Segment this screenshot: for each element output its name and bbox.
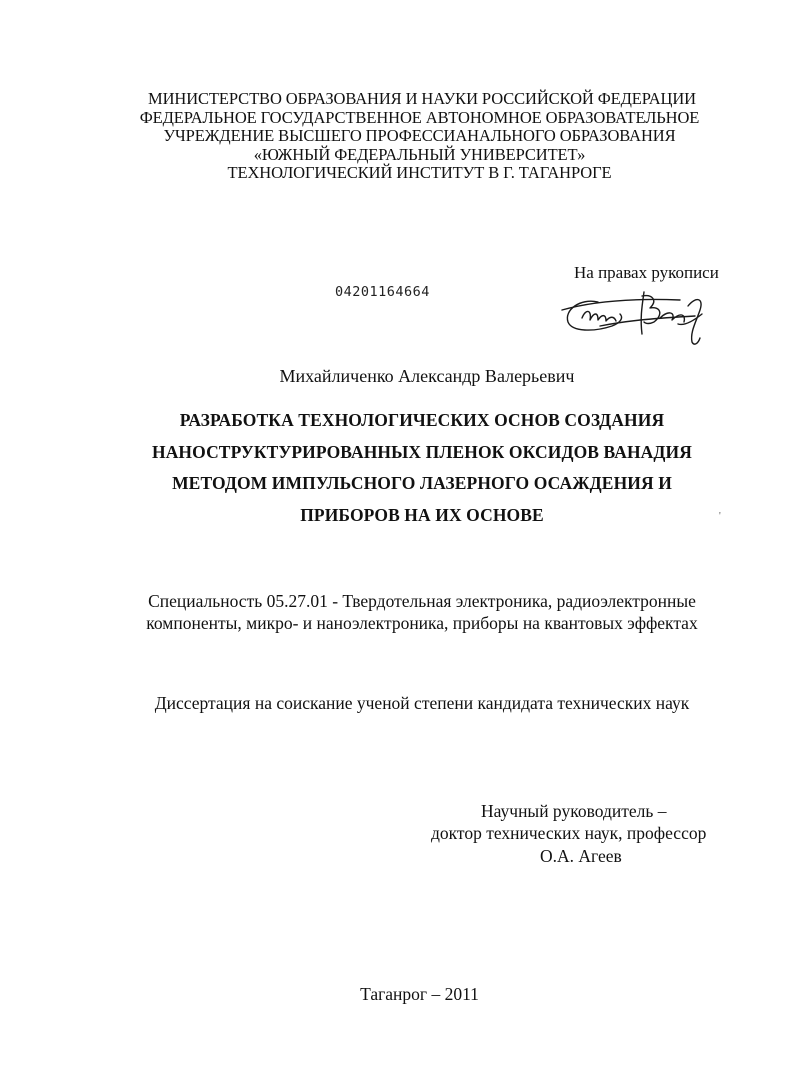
- supervisor-degree: доктор технических наук, профессор: [431, 823, 707, 843]
- archive-number: 04201164664: [335, 284, 430, 300]
- specialty-line: компоненты, микро- и наноэлектроника, приборы на квантовых эффектах: [146, 613, 698, 633]
- copyright-note: На правах рукописи: [574, 263, 719, 282]
- title-line: НАНОСТРУКТУРИРОВАННЫХ ПЛЕНОК ОКСИДОВ ВАНАДИЯ: [151, 441, 692, 462]
- header-line: ТЕХНОЛОГИЧЕСКИЙ ИНСТИТУТ В Г. ТАГАНРОГЕ: [227, 163, 612, 182]
- header-line: ФЕДЕРАЛЬНОЕ ГОСУДАРСТВЕННОЕ АВТОНОМНОЕ ОБРАЗОВАТЕЛЬНОЕ: [139, 107, 700, 127]
- dissertation-title: [0, 405, 799, 531]
- institution-header: [0, 90, 799, 183]
- specialty-block: [0, 590, 799, 634]
- header-line: УЧРЕЖДЕНИЕ ВЫСШЕГО ПРОФЕССИАНАЛЬНОГО ОБРАЗОВАНИЯ: [163, 126, 676, 145]
- degree-statement: Диссертация на соискание ученой степени кандидата технических наук: [154, 693, 690, 713]
- title-line: МЕТОДОМ ИМПУЛЬСНОГО ЛАЗЕРНОГО ОСАЖДЕНИЯ И: [172, 473, 672, 493]
- handwritten-signature: [560, 288, 710, 348]
- supervisor-role: Научный руководитель –: [481, 801, 667, 821]
- header-line: «ЮЖНЫЙ ФЕДЕРАЛЬНЫЙ УНИВЕРСИТЕТ»: [253, 144, 586, 164]
- stray-mark: ': [719, 511, 721, 522]
- title-line: ПРИБОРОВ НА ИХ ОСНОВЕ: [300, 504, 544, 525]
- title-line: РАЗРАБОТКА ТЕХНОЛОГИЧЕСКИХ ОСНОВ СОЗДАНИЯ: [179, 410, 665, 430]
- supervisor-name: О.А. Агеев: [540, 846, 622, 866]
- place-and-year: Таганрог – 2011: [360, 984, 479, 1004]
- specialty-line: Специальность 05.27.01 - Твердотельная электроника, радиоэлектронные: [148, 591, 696, 611]
- author-name: Михайличенко Александр Валерьевич: [279, 366, 575, 386]
- header-line: МИНИСТЕРСТВО ОБРАЗОВАНИЯ И НАУКИ РОССИЙСКОЙ ФЕДЕРАЦИИ: [148, 89, 696, 108]
